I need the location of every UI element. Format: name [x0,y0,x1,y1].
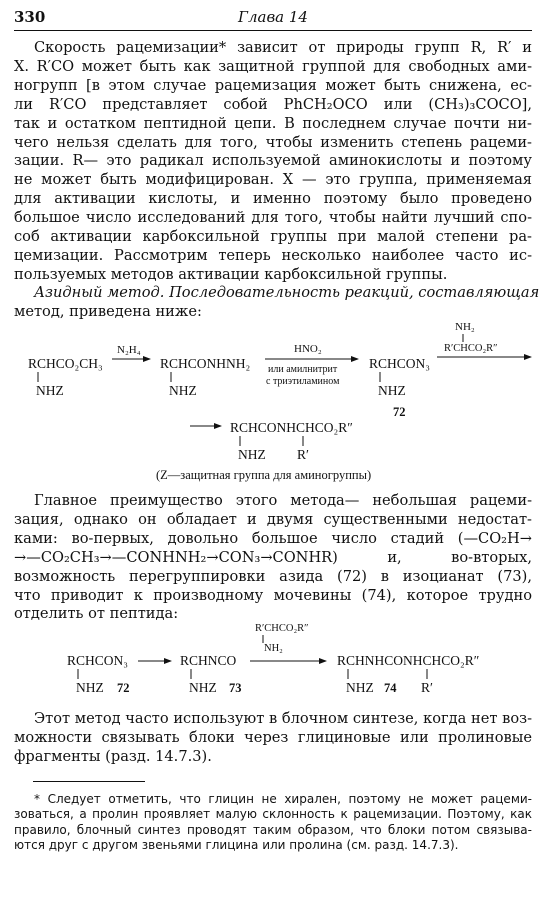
footnote-line: * Следует отметить, что глицин не хирален, поэтому не может рацеми- [34,792,532,806]
page-number: 330 [14,8,46,26]
text-line: чего нельзя сделать для того, чтобы изменить степень рацеми- [14,133,532,151]
reagent-amine: R′CHCO₂R″ [444,343,498,354]
compound-hydrazide-nhz: NHZ [169,383,197,398]
compound-hydrazide: RCHCONHNH₂ [160,356,251,371]
text-line: для активации кислоты, и именно поэтому было проведено [14,190,532,208]
azide-method-heading: Азидный метод. Последовательность реакций, составляющая [34,284,540,301]
text-line: Скорость рацемизации* зависит от природы групп R, R′ и [34,39,532,56]
text-line [14,284,540,303]
text-line: ли R′CO представляет собой PhCH₂OCO или (CH₃)₃COCO], [14,95,532,113]
scheme-azide-svg [0,316,551,486]
text-line: ногрупп [в этом случае рацемизация может быть снижена, ес- [14,76,532,94]
compound-isocyanate: RCHNCO [180,653,237,668]
compound-number-72: 72 [393,405,406,419]
compound-azide-nhz: NHZ [378,383,406,398]
text-line: Этот метод часто используют в блочном синтезе, когда нет воз- [34,710,532,727]
footnote [14,792,532,854]
text-line: не может быть модифицирован. X — это группа, применяемая [14,171,532,189]
footnote-line: ются друг с другом звеньями глицина или пролина (см. разд. 14.7.3). [14,838,459,853]
compound-azide: RCHCON₃ [67,653,128,668]
urea-r-prime: R′ [421,680,433,695]
paragraph-block-synthesis [14,710,532,767]
text-line: соб активации карбоксильной группы при малой степени ра- [14,228,532,246]
text-line: пользуемых методов активации карбоксильной группы. [14,265,448,283]
footnote-line: зоваться, а пролин проявляет малую склонность к рацемизации. Поэтому, как [14,807,532,822]
scheme-caption: (Z—защитная группа для аминогруппы) [156,468,372,482]
text-line: так и остатком пептидной цепи. В последнем случае почти ни- [14,114,532,132]
text-line: Главное преимущество этого метода— небольшая рацеми- [34,492,532,509]
text-line: метод, приведена ниже: [14,302,202,320]
compound-azide: RCHCON₃ [369,356,430,371]
reaction-scheme-azide [0,316,551,486]
reagent-nh2: NH₂ [455,321,475,333]
text-line: возможность перегруппировки азида (72) в изоцианат (73), [14,567,532,585]
paragraph-advantages [14,492,532,624]
text-line: →—CO₂CH₃→—CONHNH₂→CON₃→CONHR) и, во-вторых, [14,548,532,566]
compound-urea: RCHNHCONHCHCO₂R″ [337,653,480,668]
compound-peptide-product: RCHCONHCHCO₂R″ [230,420,353,435]
compound-urea-nhz: NHZ [346,680,374,695]
text-line: X. R′CO может быть как защитной группой для свободных ами- [14,57,532,75]
page-header [14,8,532,31]
arrow-label-hno2: HNO₂ [294,343,322,355]
product-r-prime: R′ [297,447,309,462]
text-line: что приводит к производному мочевины (74), которое трудно [14,586,532,604]
text-line: можности связывать блоки через глициновые или пролиновые [14,728,532,746]
text-line: зация, однако он обладает и двумя существенными недостат- [14,510,532,528]
text-line: ками: во-первых, довольно большое число стадий (—CO₂H→ [14,529,532,547]
product-nhz: NHZ [238,447,266,462]
text-line: зации. R— это радикал используемой аминокислоты и поэтому [14,152,532,170]
reagent-nh2: NH₂ [264,643,283,654]
compound-ester-nhz: NHZ [36,383,64,398]
text-line: фрагменты (разд. 14.7.3). [14,747,212,765]
footnote-divider [33,781,145,782]
reaction-scheme-rearrangement [0,618,551,703]
chapter-title: Глава 14 [238,8,308,26]
compound-number-73: 73 [229,681,242,695]
paragraph-racemization [14,39,532,285]
arrow-label-amylnitrite: или амилнитрит [268,364,338,375]
compound-number-72: 72 [117,681,130,695]
scheme-rearrangement-svg [0,618,551,703]
reagent-amine: R′CHCO₂R″ [255,623,309,634]
compound-azide-nhz: NHZ [76,680,104,695]
compound-ester: RCHCO₂CH₃ [28,356,103,371]
text-line: цемизации. Рассмотрим теперь несколько наиболее часто ис- [14,246,532,264]
compound-number-74: 74 [384,681,397,695]
arrow-label-hydrazine: N₂H₄ [117,344,141,356]
compound-isocyanate-nhz: NHZ [189,680,217,695]
footnote-line: правило, блочный синтез проводят таким образом, что блоки потом связыва- [14,822,532,837]
text-line: отделить от пептида: [14,605,179,623]
text-line: большое число исследований для того, чтобы найти лучший спо- [14,209,532,227]
arrow-label-triethylamine: с триэтиламином [266,376,340,387]
